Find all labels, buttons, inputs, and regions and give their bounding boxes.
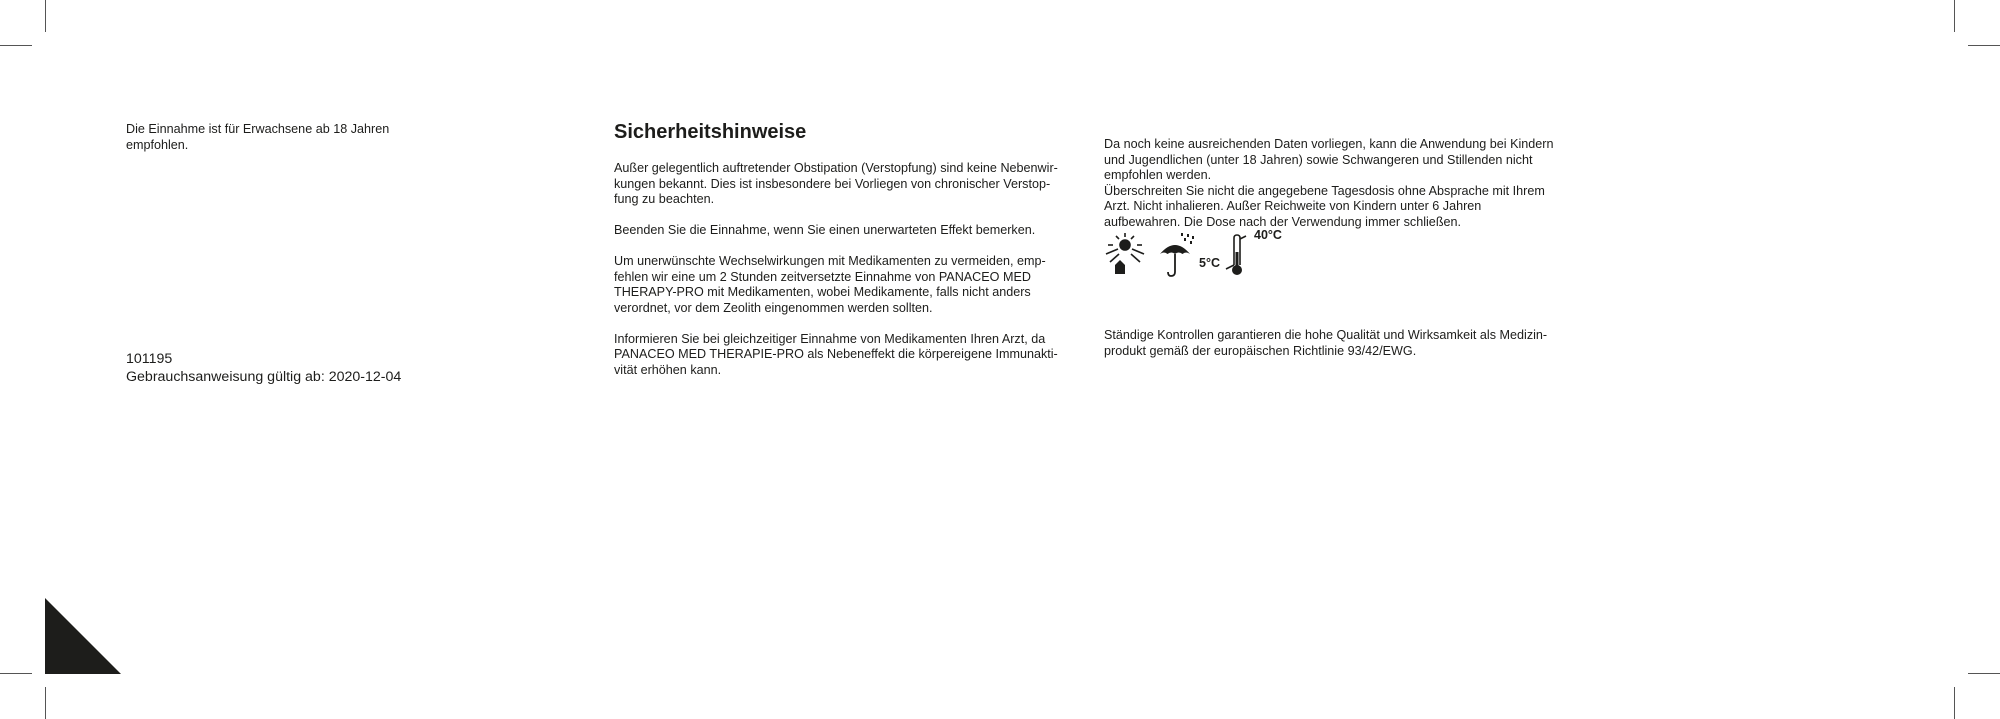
crop-mark — [0, 673, 32, 674]
right-column — [1104, 137, 1574, 359]
min-temperature-label: 5°C — [1199, 256, 1220, 270]
valid-from-date: Gebrauchsanweisung gültig ab: 2020-12-04 — [126, 369, 402, 385]
age-recommendation: Die Einnahme ist für Erwachsene ab 18 Jahren empfohlen. — [126, 122, 390, 152]
paragraph-stop-intake: Beenden Sie die Einnahme, wenn Sie einen unerwarteten Effekt bemerken. — [614, 223, 1036, 237]
crop-mark — [1968, 673, 2000, 674]
crop-mark — [1968, 45, 2000, 46]
middle-column — [614, 120, 1074, 394]
max-temperature-label: 40°C — [1254, 228, 1282, 242]
umbrella-icon — [1157, 232, 1199, 278]
crop-mark — [45, 687, 46, 719]
section-heading: Sicherheitshinweise — [614, 121, 807, 143]
crop-mark — [1954, 687, 1955, 719]
sunlight-icon — [1102, 232, 1148, 278]
left-column — [126, 122, 426, 386]
document-meta — [126, 350, 426, 386]
quality-statement: Ständige Kontrollen garantieren die hohe Qualität und Wirksamkeit als Medizin- produkt gemäß der europäischen Richtlinie 93/42/EWG. — [1104, 328, 1548, 358]
paragraph-side-effects: Außer gelegentlich auftretender Obstipation (Verstopfung) sind keine Nebenwir- kungen bekannt. Dies ist insbesondere bei Vorliegen von chronischer Verstop- fung zu beachten. — [614, 161, 1058, 206]
paragraph-interactions: Um unerwünschte Wechselwirkungen mit Medikamenten zu vermeiden, emp- fehlen wir eine um 2 Stunden zeitversetzte Einnahme von PANACEO MED THERAPY-PRO mit Medikamenten, wobei Medikamente, falls nicht anders verordnet, vor dem Zeolith eingenommen werden sollten. — [614, 254, 1046, 315]
paragraph-inform-doctor: Informieren Sie bei gleichzeitiger Einnahme von Medikamenten Ihren Arzt, da PANACEO MED THERAPIE-PRO als Nebeneffekt die körpereigene Immunakti- vität erhöhen kann. — [614, 331, 1058, 377]
crop-mark — [1954, 0, 1955, 32]
crop-mark — [0, 45, 32, 46]
crop-mark — [45, 0, 46, 32]
warning-text: Da noch keine ausreichenden Daten vorliegen, kann die Anwendung bei Kindern und Jugendlichen (unter 18 Jahren) sowie Schwangeren und Stillenden nicht empfohlen werden. Überschreiten Sie nicht die angegebene Tagesdosis ohne Absprache mit Ihrem Arzt. Nicht inhalieren. Außer Reichweite von Kindern unter 6 Jahren aufbewahren. Die Dose nach der Verwendung immer schließen. — [1104, 137, 1554, 229]
storage-symbols — [1104, 228, 1574, 280]
article-number: 101195 — [126, 351, 173, 367]
corner-triangle — [45, 598, 121, 674]
